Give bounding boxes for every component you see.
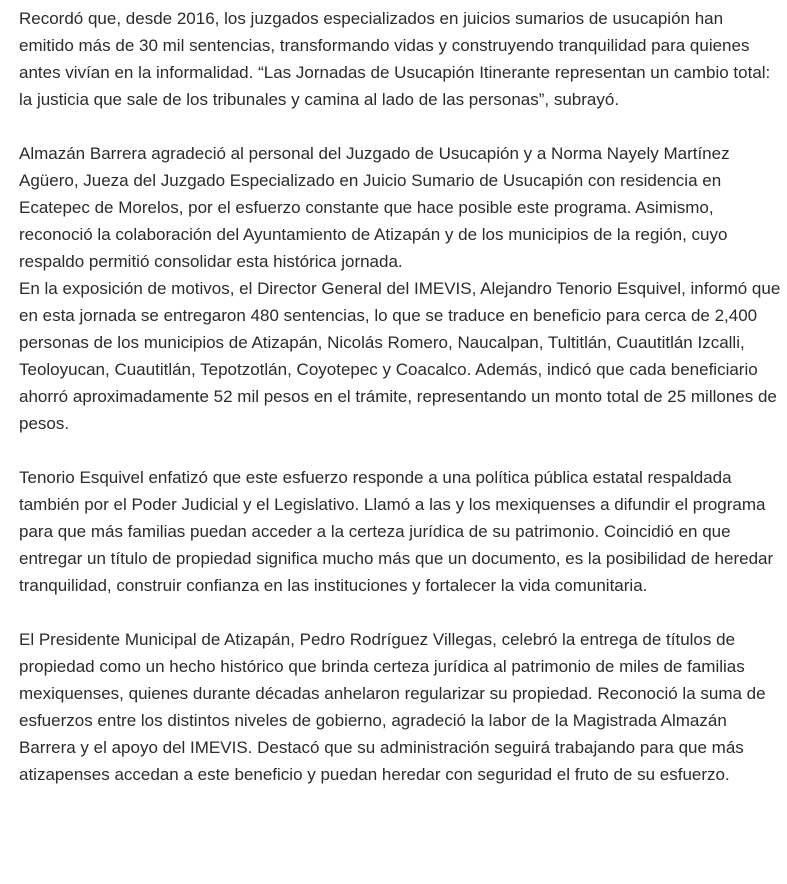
- paragraph-usucapion-sentencias: Recordó que, desde 2016, los juzgados especializados en juicios sumarios de usucapión han emitido más de 30 mil sentencias, transformando vidas y construyendo tranquilidad para quienes antes vivían en la informalidad. “Las Jornadas de Usucapión Itinerante representan un cambio total: la justicia que sale de los tribunales y camina al lado de las personas”, subrayó.: [19, 9, 771, 109]
- paragraph-exposicion-motivos: En la exposición de motivos, el Director General del IMEVIS, Alejandro Tenorio Esquivel, informó que en esta jornada se entregaron 480 sentencias, lo que se traduce en beneficio para cerca de 2,400 personas de los municipios de Atizapán, Nicolás Romero, Naucalpan, Tultitlán, Cuautitlán Izcalli, Teoloyucan, Cuautitlán, Tepotzotlán, Coyotepec y Coacalco. Además, indicó que cada beneficiario ahorró aproximadamente 52 mil pesos en el trámite, representando un monto total de 25 millones de pesos.: [19, 279, 781, 433]
- paragraph-politica-publica: Tenorio Esquivel enfatizó que este esfuerzo responde a una política pública estatal respaldada también por el Poder Judicial y el Legislativo. Llamó a las y los mexiquenses a difundir el programa para que más familias puedan acceder a la certeza jurídica de su patrimonio. Coincidió en que entregar un título de propiedad significa mucho más que un documento, es la posibilidad de heredar tranquilidad, construir confianza en las instituciones y fortalecer la vida comunitaria.: [19, 468, 774, 595]
- paragraph-agradecimientos: Almazán Barrera agradeció al personal del Juzgado de Usucapión y a Norma Nayely Martínez Agüero, Jueza del Juzgado Especializado en Juicio Sumario de Usucapión con residencia en Ecatepec de Morelos, por el esfuerzo constante que hace posible este programa. Asimismo, reconoció la colaboración del Ayuntamiento de Atizapán y de los municipios de la región, cuyo respaldo permitió consolidar esta histórica jornada.: [19, 144, 730, 271]
- paragraph-presidente-municipal: El Presidente Municipal de Atizapán, Pedro Rodríguez Villegas, celebró la entrega de títulos de propiedad como un hecho histórico que brinda certeza jurídica al patrimonio de miles de familias mexiquenses, quienes durante décadas anhelaron regularizar su propiedad. Reconoció la suma de esfuerzos entre los distintos niveles de gobierno, agradeció la labor de la Magistrada Almazán Barrera y el apoyo del IMEVIS. Destacó que su administración seguirá trabajando para que más atizapenses accedan a este beneficio y puedan heredar con seguridad el fruto de su esfuerzo.: [19, 630, 766, 784]
- article-body: [19, 5, 781, 815]
